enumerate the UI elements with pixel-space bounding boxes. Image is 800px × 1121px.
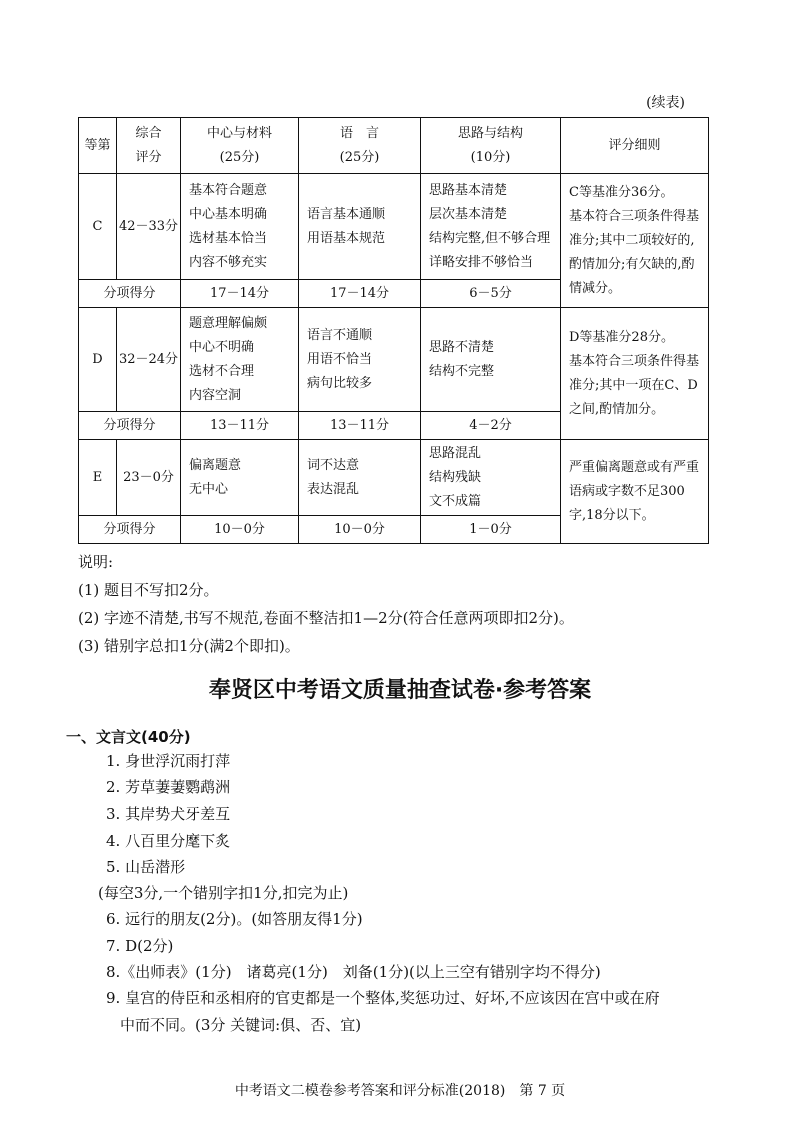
- header-overall: 综合 评分: [117, 118, 181, 174]
- subscore-language: 10－0分: [299, 516, 421, 544]
- header-structure: 思路与结构 (10分): [421, 118, 561, 174]
- answer-item: 2. 芳草萋萋鹦鹉洲: [106, 778, 231, 796]
- header-rules: 评分细则: [561, 118, 709, 174]
- answer-item: 8.《出师表》(1分) 诸葛亮(1分) 刘备(1分)(以上三空有错别字均不得分): [106, 963, 601, 981]
- continued-label: (续表): [646, 95, 685, 111]
- subscore-content: 10－0分: [181, 516, 299, 544]
- rules-cell: D等基准分28分。 基本符合三项条件得基 准分;其中一项在C、D 之间,酌情加分。: [561, 308, 709, 440]
- header-grade: 等第: [79, 118, 117, 174]
- answer-item: 5. 山岳潜形: [106, 858, 186, 876]
- notes-block: [78, 548, 574, 660]
- subscore-content: 13－11分: [181, 412, 299, 440]
- note-item: (1) 题目不写扣2分。: [78, 581, 219, 599]
- note-item: (3) 错别字总扣1分(满2个即扣)。: [78, 637, 300, 655]
- table-row: [79, 308, 709, 412]
- subscore-language: 13－11分: [299, 412, 421, 440]
- grade-cell: C: [79, 174, 117, 280]
- range-cell: 23－0分: [117, 440, 181, 516]
- header-language: 语 言 (25分): [299, 118, 421, 174]
- subscore-label: 分项得分: [79, 516, 181, 544]
- answer-item: 1. 身世浮沉雨打萍: [106, 752, 231, 770]
- table-row: [79, 440, 709, 516]
- notes-heading: 说明:: [78, 553, 114, 571]
- content-cell: 偏离题意 无中心: [181, 440, 299, 516]
- answer-item: 7. D(2分): [106, 937, 174, 955]
- subscore-label: 分项得分: [79, 412, 181, 440]
- grade-cell: D: [79, 308, 117, 412]
- answer-item: 6. 远行的朋友(2分)。(如答朋友得1分): [106, 910, 363, 928]
- answer-item: 3. 其岸势犬牙差互: [106, 805, 231, 823]
- subscore-structure: 6－5分: [421, 280, 561, 308]
- rules-cell: C等基准分36分。 基本符合三项条件得基 准分;其中二项较好的, 酌情加分;有欠缺的,酌 情减分。: [561, 174, 709, 308]
- rules-cell: 严重偏离题意或有严重 语病或字数不足300 字,18分以下。: [561, 440, 709, 544]
- subscore-structure: 4－2分: [421, 412, 561, 440]
- subscore-content: 17－14分: [181, 280, 299, 308]
- structure-cell: 思路混乱 结构残缺 文不成篇: [421, 440, 561, 516]
- structure-cell: 思路不清楚 结构不完整: [421, 308, 561, 412]
- range-cell: 42－33分: [117, 174, 181, 280]
- answer-item: 中而不同。(3分 关键词:俱、否、宜): [120, 1016, 362, 1034]
- answer-item: 4. 八百里分麾下炙: [106, 832, 231, 850]
- header-content: 中心与材料 (25分): [181, 118, 299, 174]
- language-cell: 词不达意 表达混乱: [299, 440, 421, 516]
- subscore-label: 分项得分: [79, 280, 181, 308]
- subscore-structure: 1－0分: [421, 516, 561, 544]
- language-cell: 语言不通顺 用语不恰当 病句比较多: [299, 308, 421, 412]
- page-title: 奉贤区中考语文质量抽查试卷·参考答案: [208, 678, 592, 703]
- content-cell: 题意理解偏颇 中心不明确 选材不合理 内容空洞: [181, 308, 299, 412]
- note-item: (2) 字迹不清楚,书写不规范,卷面不整洁扣1—2分(符合任意两项即扣2分)。: [78, 609, 574, 627]
- section-heading: 一、文言文(40分): [66, 728, 191, 746]
- table-header-row: [79, 118, 709, 174]
- subscore-language: 17－14分: [299, 280, 421, 308]
- grade-cell: E: [79, 440, 117, 516]
- range-cell: 32－24分: [117, 308, 181, 412]
- content-cell: 基本符合题意 中心基本明确 选材基本恰当 内容不够充实: [181, 174, 299, 280]
- table-row: [79, 174, 709, 280]
- language-cell: 语言基本通顺 用语基本规范: [299, 174, 421, 280]
- structure-cell: 思路基本清楚 层次基本清楚 结构完整,但不够合理 详略安排不够恰当: [421, 174, 561, 280]
- scoring-table: [78, 117, 709, 544]
- page-footer: 中考语文二模卷参考答案和评分标准(2018) 第 7 页: [234, 1083, 566, 1099]
- answer-item: 9. 皇宫的侍臣和丞相府的官吏都是一个整体,奖惩功过、好坏,不应该因在宫中或在府: [106, 989, 660, 1007]
- answer-item: (每空3分,一个错别字扣1分,扣完为止): [98, 884, 349, 902]
